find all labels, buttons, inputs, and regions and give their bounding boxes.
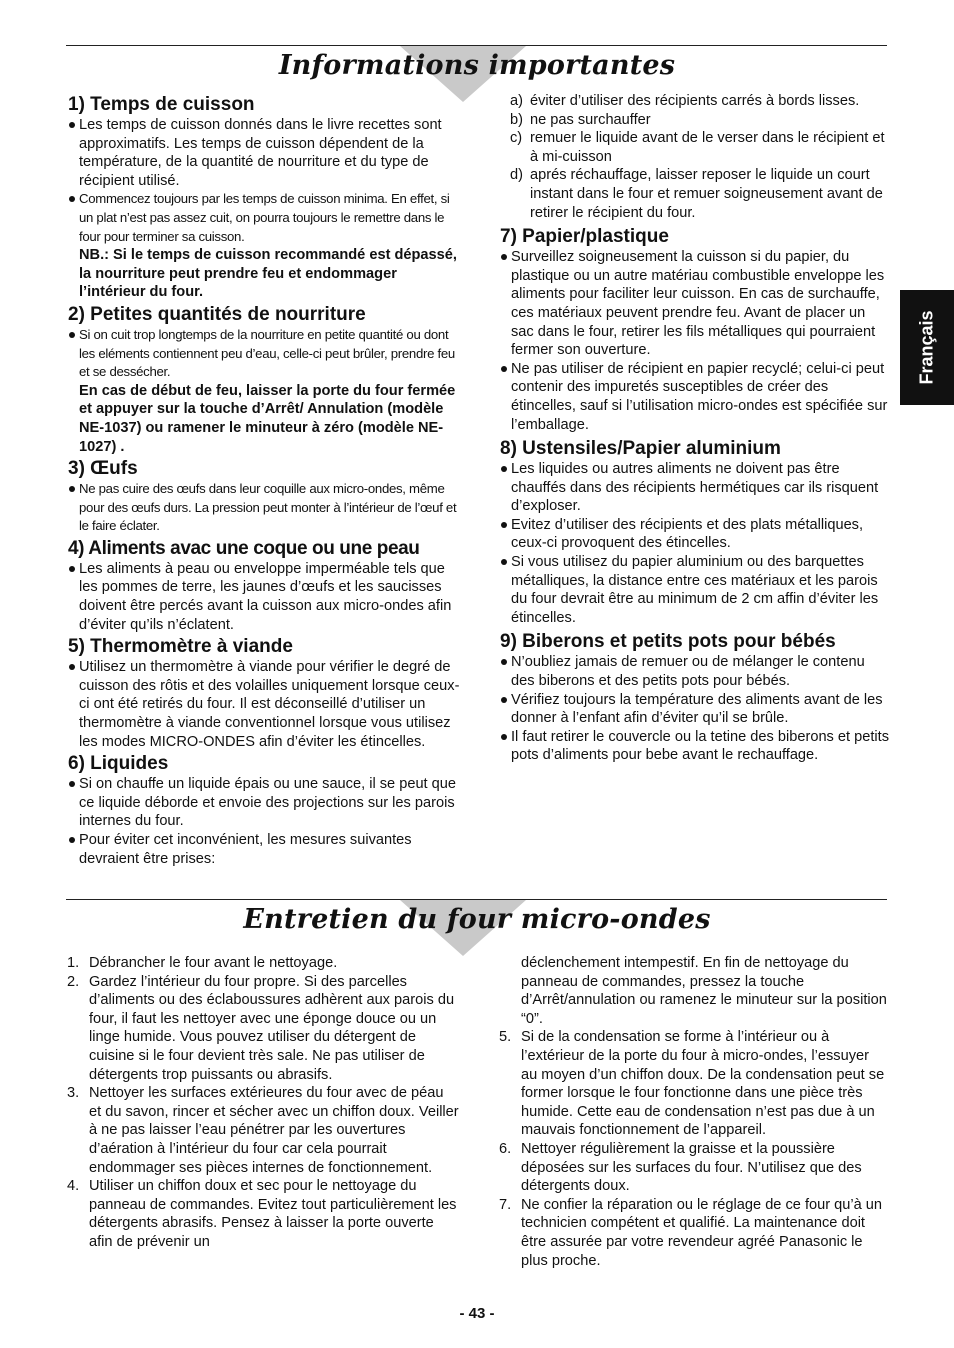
heading-oeufs: 3) Œufs — [68, 458, 138, 480]
section-title-informations: Informations importantes — [278, 50, 676, 81]
bullet-item: Si on chauffe un liquide épais ou une sauce, il se peut que ce liquide déborde et envoie des projections sur les parois internes du four. — [68, 775, 460, 831]
list-item: 4. Utiliser un chiffon doux et sec pour le nettoyage du panneau de commandes. Evitez tout particulièrement les détergents abrasifs. Pensez à laisser la porte ouverte afin de prévenir un — [67, 1178, 457, 1250]
liquid-measures-list — [510, 92, 890, 222]
section-title-entretien: Entretien du four micro-ondes — [243, 904, 711, 935]
heading-aliments-coque: 4) Aliments avac une coque ou une peau — [68, 537, 420, 559]
bullet-item: Ne pas cuire des œufs dans leur coquille aux micro-ondes, même pour des œufs durs. La pression peut monter à l’intérieur de l’œuf et le faire éclater. — [68, 480, 460, 536]
heading-temps-cuisson: 1) Temps de cuisson — [68, 94, 255, 115]
list-item: 7. Ne confier la réparation ou le réglage de ce four qu’à un technicien compétent et qualifié. La maintenance doit être assurée par votre revendeur agréé Panasonic le plus proche. — [499, 1196, 883, 1269]
list-item: b) ne pas surchauffer — [510, 111, 651, 128]
language-tab: Français — [900, 290, 954, 405]
heading-ustensiles: 8) Ustensiles/Papier aluminium — [500, 438, 781, 460]
warning-note: En cas de début de feu, laisser la porte du four fermée et appuyer sur la touche d’Arrêt/ Annulation (modèle NE-1037) ou ramener le minuteur à zéro (modèle NE-1027) . — [79, 382, 456, 455]
heading-liquides: 6) Liquides — [68, 753, 169, 775]
bullet-item: Si on cuit trop longtemps de la nourriture en petite quantité ou dont les eléments contiennent peu d’eau, celle-ci peut brûler, prendre feu et se dessécher. — [68, 326, 460, 382]
bullet-item: Ne pas utiliser de récipient en papier recyclé; celui-ci peut contenir des impuretés susceptibles de créer des étincelles, sauf si l’utilisation micro-ondes est spécifiée sur l’emballage. — [500, 360, 890, 434]
heading-biberons: 9) Biberons et petits pots pour bébés — [500, 631, 836, 653]
heading-petites-quantites: 2) Petites quantités de nourriture — [68, 303, 366, 325]
list-item: 3. Nettoyer les surfaces extérieures du four avec de péau et du savon, rincer et sécher avec un chiffon doux. Veiller à ne pas laisser l’eau pénétrer par les ouvertures d’aération à l’intérieur du four car cela pourrait endommager ses pièces internes de fonctionnement. — [67, 1085, 459, 1176]
bullet-item: Si vous utilisez du papier aluminium ou des barquettes métalliques, la distance entre ces matériaux et les parois du four devrait être au minimum de 2 cm affin d’éviter les étincelles. — [500, 553, 890, 627]
bullet-item: Evitez d’utiliser des récipients et des plats métalliques, ceux-ci provoquent des étincelles. — [500, 516, 890, 553]
bullet-item: Surveillez soigneusement la cuisson si du papier, du plastique ou un autre matériau combustible enveloppe les aliments pour faciliter leur cuisson. En cas de surchauffe, ces matériaux peuvent prendre feu. Avant de placer un sac dans le four, retirer les fils métalliques qui pourraient fermer son ouverture. — [500, 248, 890, 360]
list-item: a) éviter d’utiliser des récipients carrés à bords lisses. — [510, 93, 860, 109]
bullet-item: Les aliments à peau ou enveloppe imperméable tels que les pommes de terre, les jaunes d’œufs et les saucisses doivent être percés avant la cuisson aux micro-ondes afin d’éviter qu’ils n’éclatent. — [68, 560, 460, 634]
list-item: 1. Débrancher le four avant le nettoyage. — [67, 955, 338, 971]
maintenance-left-column — [67, 954, 459, 1252]
list-item: 5. Si de la condensation se forme à l’intérieur ou à l’extérieur de la porte du four à micro-ondes, l’essuyer au moyen d’un chiffon doux. De la condensation peut se former lorsque le four fonctionne dans une pièce très humide. Cette eau de condensation n’est pas due à un mauvais fonctionnement de l’appareil. — [499, 1029, 885, 1139]
list-item: c) remuer le liquide avant de le verser dans le récipient et à mi-cuisson — [510, 130, 885, 165]
warning-note: NB.: Si le temps de cuisson recommandé est dépassé, la nourriture peut prendre feu et endommager l’intérieur du four. — [79, 247, 457, 301]
list-item: 2. Gardez l’intérieur du four propre. Si des parcelles d’aliments ou des éclaboussures adhèrent aux parois du four, il faut les nettoyer avec une éponge douce ou un linge humide. Vous pouvez utiliser du détergent de cuisine si le four devient très sale. Ne pas utiliser de détergents trop puissants ou abrasifs. — [67, 973, 455, 1083]
bullet-item: Les temps de cuisson donnés dans le livre recettes sont approximatifs. Les temps de cuisson dépendent de la température, de la quantité de nourriture et du type de récipient utilisé. — [68, 116, 460, 190]
bullet-item: Pour éviter cet inconvénient, les mesures suivantes devraient être prises: — [68, 831, 460, 868]
page-number: - 43 - — [459, 1305, 495, 1322]
bullet-item: Il faut retirer le couvercle ou la tetine des biberons et petits pots d’aliments pour bebe avant le rechauffage. — [500, 728, 890, 765]
maintenance-right-column — [499, 954, 889, 1270]
right-column — [500, 92, 890, 765]
list-item-continued: déclenchement intempestif. En fin de nettoyage du panneau de commandes, pressez la touche d’Arrêt/annulation ou ramenez le minuteur sur la position “0”. — [521, 955, 887, 1027]
bullet-item: Les liquides ou autres aliments ne doivent pas être chauffés dans des récipients hermétiques car ils risquent d’exploser. — [500, 460, 890, 516]
bullet-item: N’oubliez jamais de remuer ou de mélanger le contenu des biberons et des petits pots pour bébés. — [500, 653, 890, 690]
bullet-item: Utilisez un thermomètre à viande pour vérifier le degré de cuisson des rôtis et des volailles uniquement lorsque ceux-ci ont été retirés du four. Il est déconseillé d’utiliser un thermomètre à viande conventionnel lorsque vous utilisez les modes MICRO-ONDES afin d’éviter les étincelles. — [68, 658, 460, 751]
left-column — [68, 94, 460, 868]
heading-thermometre: 5) Thermomètre à viande — [68, 636, 293, 658]
heading-papier-plastique: 7) Papier/plastique — [500, 226, 669, 248]
list-item: d) aprés réchauffage, laisser reposer le liquide un court instant dans le four et remuer soigneusement avant de retirer le récipient du four. — [510, 167, 883, 221]
list-item: 6. Nettoyer régulièrement la graisse et la poussière déposées sur les surfaces du four. N’utilisez que des détergents doux. — [499, 1140, 862, 1195]
bullet-item: Vérifiez toujours la température des aliments avant de les donner à l’enfant afin d’éviter qu’il se brûle. — [500, 691, 890, 728]
bullet-item: Commencez toujours par les temps de cuisson minima. En effet, si un plat n’est pas assez cuit, on pourra toujours le remettre dans le four pour terminer sa cuisson. — [68, 190, 460, 246]
